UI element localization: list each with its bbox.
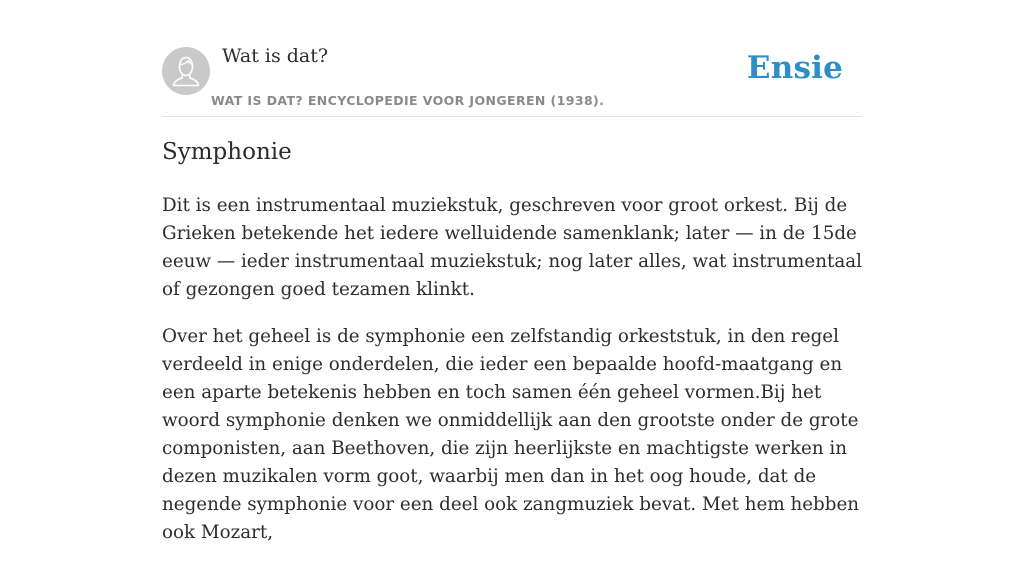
avatar[interactable] [162, 47, 210, 95]
article-title: Symphonie [162, 139, 292, 165]
article-paragraph: Over het geheel is de symphonie een zelfstandig orkeststuk, in den regel verdeeld in enige onderdelen, die ieder een bepaalde hoofd-maatgang en een aparte betekenis hebben en toch samen één geheel vormen.Bij het woord symphonie denken we onmiddellijk aan den grootste onder de grote componisten, aan Beethoven, die zijn heerlijkste en machtigste werken in dezen muzikalen vorm goot, waarbij men dan in het oog houde, dat de negende symphonie voor een deel ook zangmuziek bevat. Met hem hebben ook Mozart, [162, 326, 860, 543]
article-body [162, 192, 862, 566]
source-header [162, 0, 862, 117]
source-title[interactable]: Wat is dat? [222, 45, 329, 67]
user-icon [162, 47, 210, 95]
page [162, 0, 862, 543]
ensie-logo[interactable]: Ensie [746, 50, 843, 86]
article-paragraph: Dit is een instrumentaal muziekstuk, geschreven voor groot orkest. Bij de Grieken betekende het iedere welluidende samenklank; later — in de 15de eeuw — ieder instrumentaal muziekstuk; nog later alles, wat instrumentaal of gezongen goed tezamen klinkt. [162, 195, 862, 300]
source-subtitle[interactable]: WAT IS DAT? ENCYCLOPEDIE VOOR JONGEREN (1938). [211, 93, 605, 108]
